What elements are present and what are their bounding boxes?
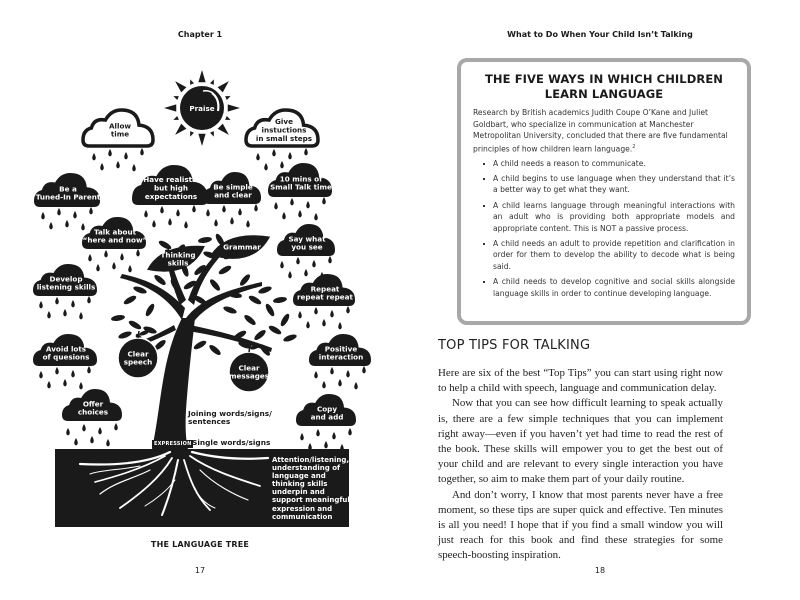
raindrop-icon [65,220,69,228]
cloud-label: of quesions [42,352,90,362]
principle-text: A child begins to use language when they understand that it’s a better way to get what they want. [493,173,735,195]
raindrop-icon [346,306,350,314]
raindrop-icon [79,312,83,320]
raindrop-icon [92,153,96,161]
raindrop-icon [206,209,210,217]
page-number-left: 17 [194,566,206,575]
raindrop-icon [152,220,156,228]
raindrop-icon [89,207,93,215]
raindrop-icon [63,379,67,387]
leaf-icon [279,313,291,328]
sun-ray [218,81,229,92]
raindrop-icon [41,212,45,220]
leaf-icon [144,303,156,318]
raindrop-icon [238,208,242,216]
raindrop-icon [314,371,318,379]
raindrop-icon [71,300,75,308]
raindrop-icon [144,210,148,218]
sun-ray [218,124,229,135]
cloud-label: Have realistic [143,175,199,185]
principle-text: A child needs an adult to provide repetition and clarification in order for them to develop the ability to decode what is being said. [493,238,735,271]
raindrop-icon [354,382,358,390]
raindrop-icon [320,272,324,280]
sun-ray [225,96,230,100]
raindrop-icon [47,311,51,319]
raindrop-icon [300,433,304,441]
raindrop-icon [280,161,284,169]
raindrop-icon [298,210,302,218]
raindrop-icon [346,370,350,378]
leaf-icon [222,305,237,315]
apple-label: Clear [238,363,260,373]
info-box [457,58,751,325]
raindrop-icon [73,211,77,219]
cloud-label: Be a [59,184,77,194]
dark-cloud-icon [268,163,332,197]
sun-ray [164,104,176,111]
cloud-label: time [110,129,130,139]
raindrop-icon [100,163,104,171]
raindrop-icon [316,429,320,437]
leaf-icon [198,236,213,244]
cloud-label: Avoid lots [45,344,87,354]
principle-item [483,158,735,169]
raindrop-icon [322,319,326,327]
leaf-icon [248,294,263,306]
raindrop-icon [104,250,108,258]
raindrop-icon [290,198,294,206]
leaf-icon [117,330,132,340]
sun-ray [210,131,214,136]
leaf-icon [282,333,297,343]
sun-ray [198,70,205,82]
raindrop-icon [55,297,59,305]
raindrop-icon [362,366,366,374]
raindrop-icon [328,256,332,264]
leaf-icon [218,264,233,276]
leaf-icon [253,328,267,341]
info-box-intro [473,107,735,155]
principle-item [483,276,735,299]
cloud-label: Develop [49,274,83,284]
raindrop-icon [282,212,286,220]
figure-caption: THE LANGUAGE TREE [150,540,250,549]
cloud-label: Allow [108,121,132,131]
cloud-label: instuctions [261,125,307,135]
white-cloud-icon [246,110,318,146]
raindrop-icon [312,260,316,268]
raindrop-icon [246,220,250,228]
intro-text: Research by British academics Judith Coupe O’Kane and Juliet Goldbart, who specialize in communication at Manchester Metropolitan University, concluded that there are five fundamental principles of how children learn language. [473,108,728,154]
principle-item [483,173,735,196]
raindrop-icon [98,427,102,435]
raindrop-icon [306,201,310,209]
running-head-left: Chapter 1 [177,30,223,39]
raindrop-icon [332,432,336,440]
cloud-label: choices [77,407,109,417]
right-page [400,0,800,600]
running-head-right: What to Do When Your Child Isn’t Talking [507,30,693,39]
cloud-label: repeat repeat [297,292,353,302]
cloud-label: Repeat [310,284,340,294]
apple-label: Clear [127,349,149,359]
cloud-label: Tuned-In Parent [35,192,101,202]
leaf-icon [208,278,221,292]
cloud-label: in small steps [255,133,313,143]
footnote-ref[interactable]: 2 [632,143,636,150]
raindrop-icon [47,381,51,389]
body-text [438,366,723,564]
leaf-icon [208,343,222,356]
raindrop-icon [280,261,284,269]
raindrop-icon [192,205,196,213]
raindrop-icon [306,321,310,329]
bullet-icon [483,163,485,165]
raindrop-icon [106,439,110,447]
raindrop-icon [128,265,132,273]
raindrop-icon [288,152,292,160]
page-number-right: 18 [594,566,606,575]
raindrop-icon [124,152,128,160]
raindrop-icon [222,205,226,213]
raindrop-icon [66,428,70,436]
white-cloud-icon [83,110,153,146]
raindrop-icon [71,370,75,378]
cloud-label: Positive [324,344,358,354]
raindrop-icon [49,222,53,230]
leaf-icon [193,339,208,351]
dark-cloud-icon [309,334,371,366]
raindrop-icon [348,428,352,436]
sun-ray [190,79,194,84]
sun-ray [175,81,186,92]
leaf-icon [111,314,126,322]
raindrop-icon [88,254,92,262]
dark-cloud-icon [132,165,208,205]
raindrop-icon [74,438,78,446]
cloud-label: expectations [144,191,198,201]
leaf-label: skills [167,258,189,268]
raindrop-icon [274,202,278,210]
expression-tag: EXPRESSION [154,441,192,447]
raindrop-icon [214,219,218,227]
cloud-label: “here and now” [82,235,148,245]
roots-label: Attention/listening, understanding of language and thinking skills underpin and support meaningful expression and communication [272,456,350,521]
dark-cloud-icon [34,173,101,207]
raindrop-icon [79,382,83,390]
sun-ray [225,116,230,120]
raindrop-icon [272,149,276,157]
sun-ray [175,124,186,135]
raindrop-icon [140,148,144,156]
leaf-icon [123,294,138,306]
sun-icon [164,70,240,146]
sun-ray [228,104,240,111]
principle-text: A child needs to develop cognitive and social skills alongside language skills in order to continue developing language. [493,277,735,298]
raindrop-icon [338,322,342,330]
leaf-label: Grammar [223,242,261,252]
cloud-label: Small Talk time [270,182,332,192]
dark-cloud-icon [296,394,356,426]
dark-cloud-icon [62,389,122,421]
cloud-label: 10 mins of [279,174,323,184]
raindrop-icon [39,371,43,379]
body-paragraph: Here are six of the best “Top Tips” you can start using right now to help a child with speech, language and communication delay. [438,367,723,395]
raindrop-icon [108,149,112,157]
principle-text: A child learns language through meaningful interactions with an adult who is providing both appropriate models and appropriate content. This is NOT a passive process. [493,200,735,233]
raindrop-icon [160,206,164,214]
raindrop-icon [322,381,326,389]
body-paragraph: Now that you can see how difficult learning to speak actually is, there are a few simple techniques that you can implement right away—even if you haven’t yet had time to read the rest of the book. These skills will empower you to get the best out of your child and are relevant to every single interaction you have together, so aim to make them part of your daily routine. [438,397,723,486]
sun-ray [173,116,178,120]
raindrop-icon [330,367,334,375]
cloud-label: listening skills [36,282,96,292]
raindrop-icon [304,148,308,156]
raindrop-icon [82,424,86,432]
leaf-icon [158,239,173,251]
raindrop-icon [324,441,328,449]
raindrop-icon [288,271,292,279]
raindrop-icon [87,296,91,304]
bullet-icon [483,205,485,207]
body-paragraph: And don’t worry, I know that most parents never have a free moment, so these tips are super quick and effective. Ten minutes is all you need! I hope that if you find a small window you will just reach for this book and find these strategies for some speech-boosting inspiration. [438,488,723,562]
sun-ray [190,131,194,136]
raindrop-icon [55,367,59,375]
apple-label: speech [123,357,153,367]
raindrop-icon [81,223,85,231]
cloud-label: but high [153,183,189,193]
raindrop-icon [254,204,258,212]
raindrop-icon [176,209,180,217]
raindrop-icon [314,307,318,315]
bullet-icon [483,178,485,180]
leaf-icon [264,303,276,318]
raindrop-icon [230,217,234,225]
bullet-icon [483,243,485,245]
cloud-label: Be simple [213,182,253,192]
cloud-label: Copy [316,404,338,414]
cloud-label: interaction [318,352,364,362]
principle-text: A child needs a reason to communicate. [493,158,646,168]
raindrop-icon [57,208,61,216]
section-heading: TOP TIPS FOR TALKING [438,338,591,353]
cloud-label: Say what [288,234,326,244]
raindrop-icon [96,264,100,272]
raindrop-icon [184,221,188,229]
raindrop-icon [168,218,172,226]
raindrop-icon [322,197,326,205]
raindrop-icon [114,423,118,431]
raindrop-icon [112,262,116,270]
raindrop-icon [90,436,94,444]
apple-label: messages [228,371,270,381]
dark-cloud-icon [82,217,147,249]
sun-ray [210,79,214,84]
raindrop-icon [338,379,342,387]
raindrop-icon [330,310,334,318]
raindrop-icon [264,163,268,171]
leaf-icon [273,296,288,304]
cloud-label: you see [291,242,323,252]
sun-ray [198,134,205,146]
single-words-label: Single words/signs [192,438,271,447]
raindrop-icon [256,153,260,161]
dark-cloud-icon [277,224,335,256]
dark-cloud-icon [33,334,97,366]
cloud-label: Give [275,117,293,127]
leaf-label: Thinking [160,250,196,260]
raindrop-icon [298,311,302,319]
leaf-icon [268,324,283,336]
principle-item [483,238,735,272]
raindrop-icon [304,269,308,277]
cloud-label: Talk about [93,227,137,237]
cloud-label: and clear [214,190,252,200]
raindrop-icon [39,301,43,309]
raindrop-icon [296,257,300,265]
raindrop-icon [314,213,318,221]
bullet-icon [483,281,485,283]
sun-ray [173,96,178,100]
leaf-icon [153,273,167,286]
raindrop-icon [120,253,124,261]
sun-label: Praise [189,104,215,113]
cloud-label: and add [310,412,344,422]
cloud-label: Offer [82,399,104,409]
joining-words-label: Joining words/signs/ sentences [188,409,272,427]
dark-cloud-icon [203,172,261,204]
leaf-icon [243,313,257,326]
raindrop-icon [87,366,91,374]
raindrop-icon [63,309,67,317]
leaf-icon [128,319,143,331]
raindrop-icon [136,249,140,257]
dark-cloud-icon [293,274,355,306]
principle-item [483,200,735,234]
info-box-title: THE FIVE WAYS IN WHICH CHILDREN LEARN LANGUAGE [484,72,724,101]
dark-cloud-icon [33,264,97,296]
raindrop-icon [116,161,120,169]
principles-list [483,158,735,299]
raindrop-icon [132,164,136,172]
